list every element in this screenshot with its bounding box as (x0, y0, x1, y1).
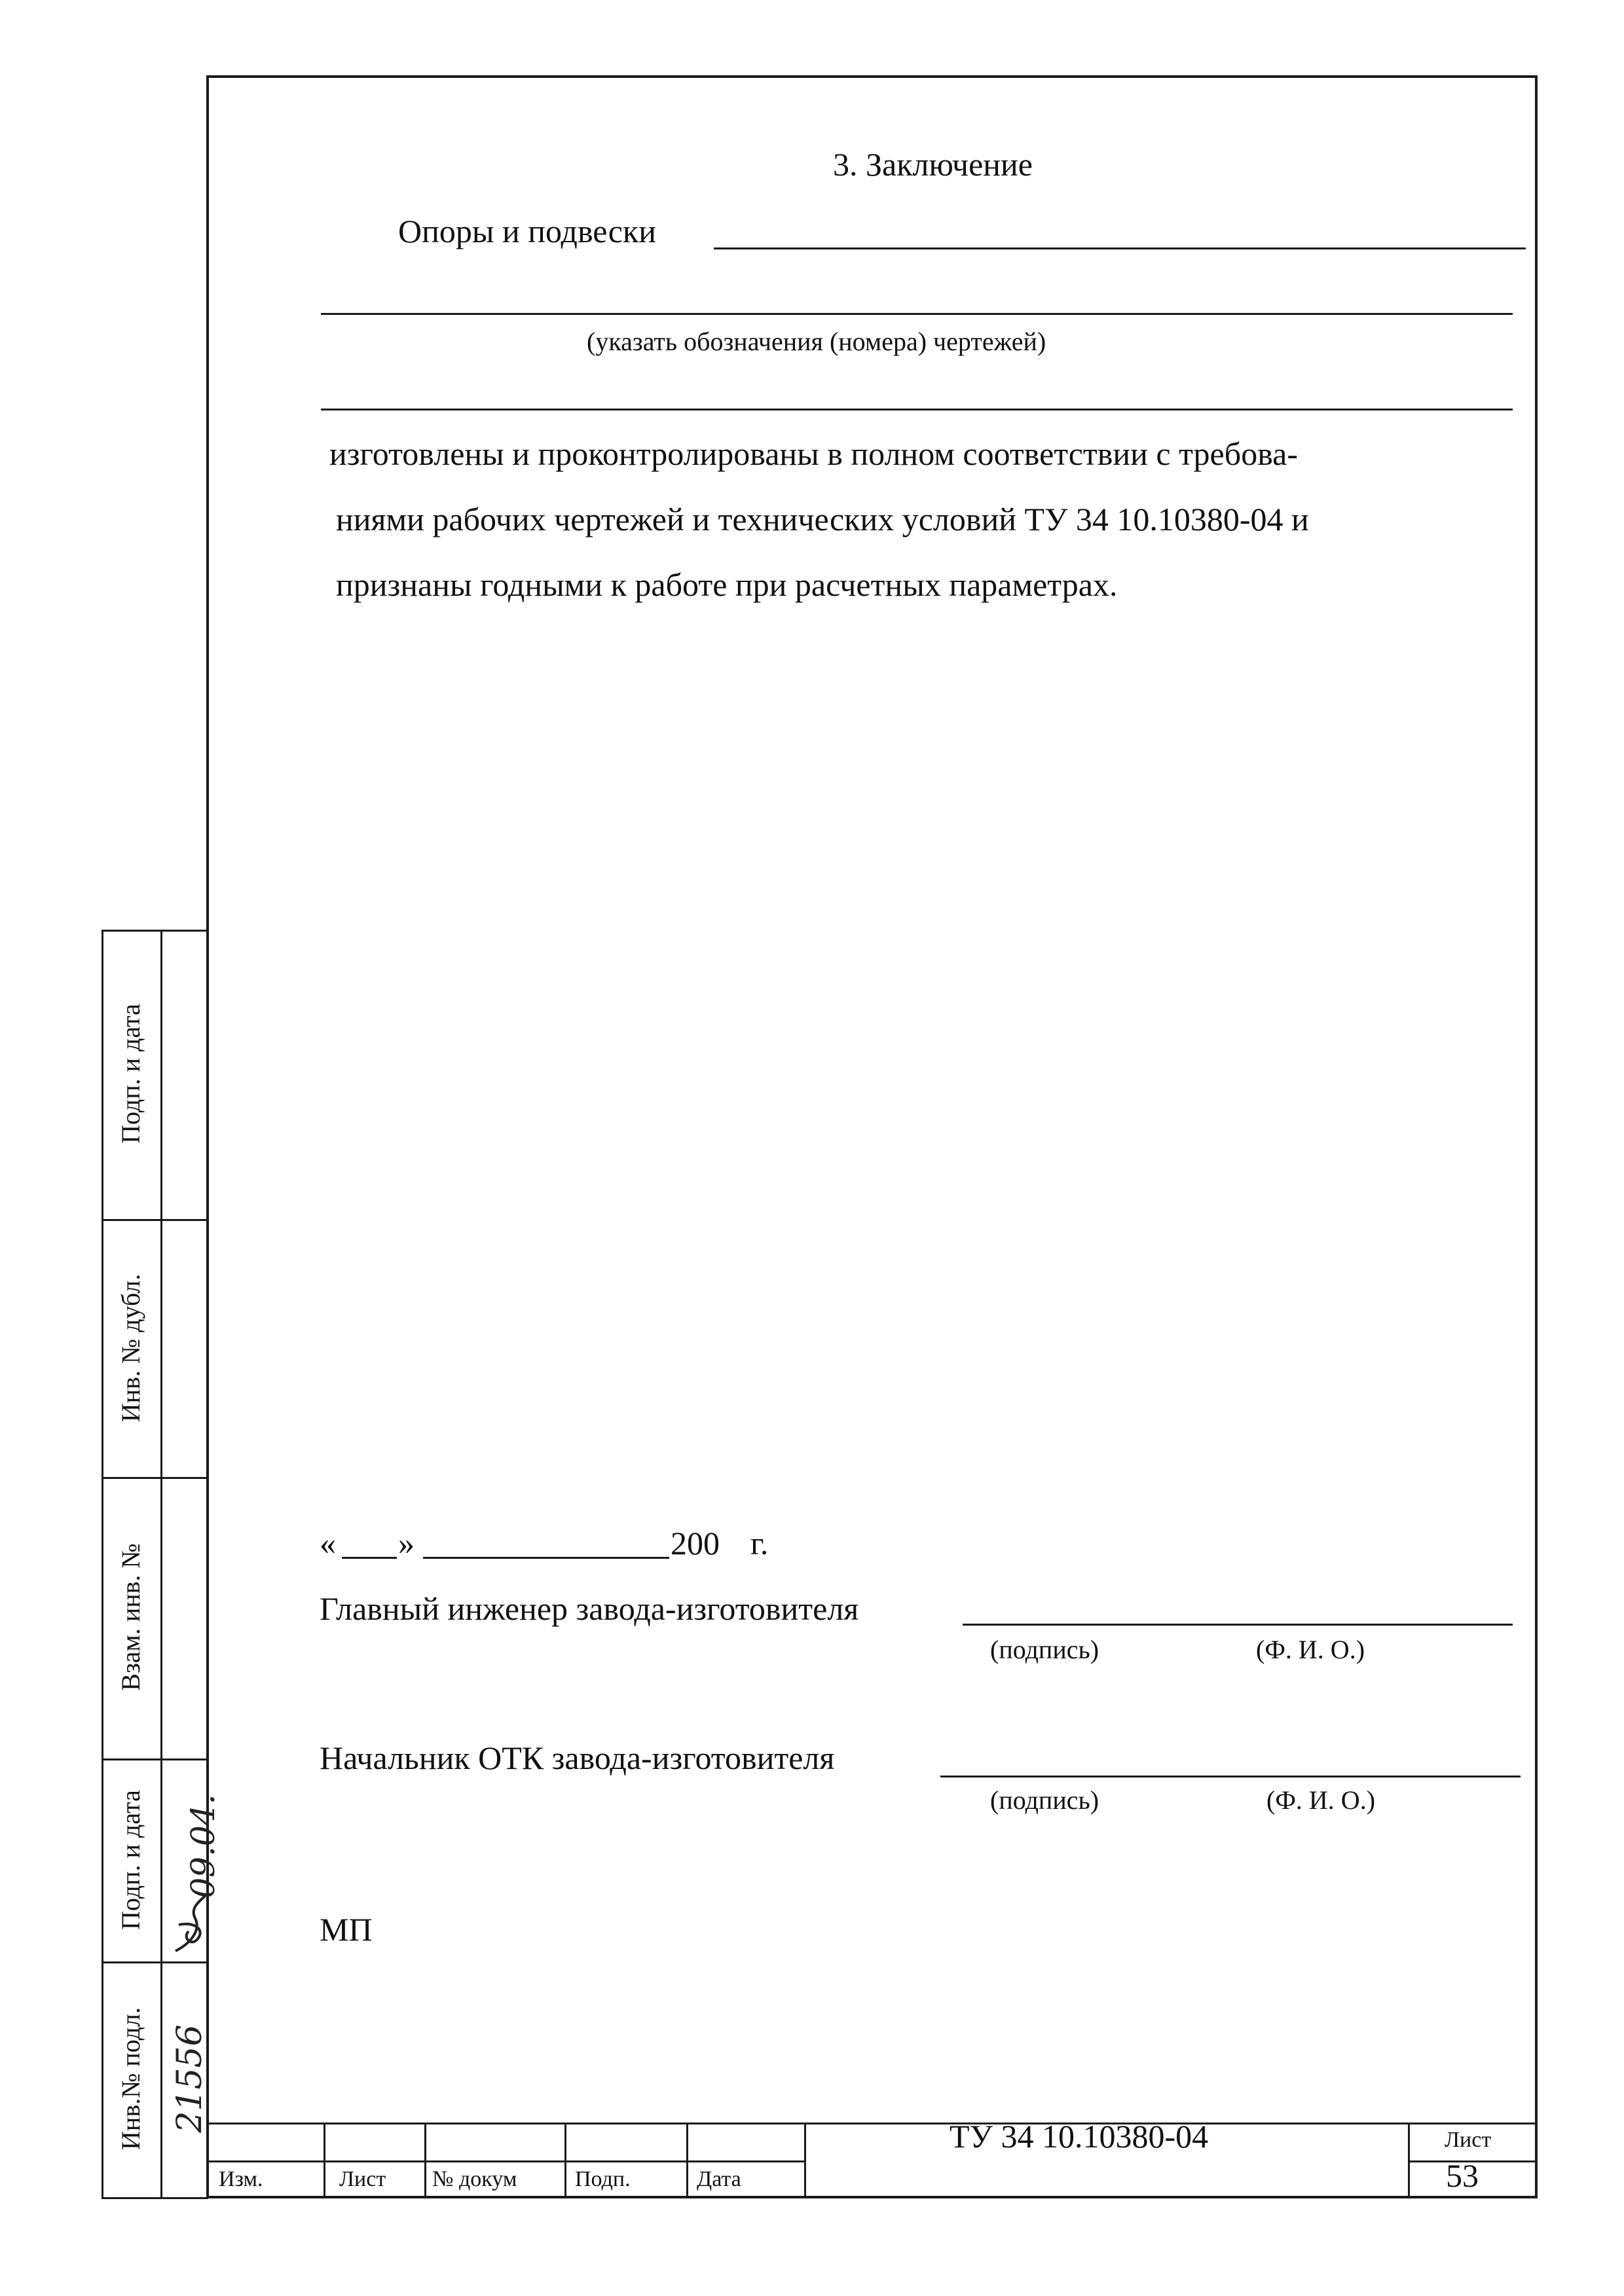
supports-label: Опоры и подвески (398, 213, 656, 249)
side-stamp-divider (160, 930, 162, 2198)
date-open-quote: « (320, 1525, 336, 1561)
title-col-sep-2 (424, 2123, 426, 2198)
side-field-sign-date-1: Подп. и дата (116, 1004, 145, 1144)
date-year-suffix: г. (750, 1525, 769, 1561)
col-signature: Подп. (575, 2167, 631, 2191)
chief-engineer-sign-hint: (подпись) (990, 1635, 1099, 1664)
section-title: 3. Заключение (833, 146, 1033, 183)
document-code: ТУ 34 10.10380-04 (950, 2118, 1209, 2155)
title-col-sep-4 (686, 2123, 688, 2198)
handwritten-date: 09.04. (184, 1794, 222, 1899)
chief-engineer-name-hint: (Ф. И. О.) (1256, 1635, 1365, 1664)
side-field-inv-original: Инв.№ подл. (116, 2007, 145, 2150)
conclusion-line-1: изготовлены и проконтролированы в полном соответствии с требова- (329, 435, 1298, 472)
date-day-line (342, 1557, 397, 1559)
qc-head-label: Начальник ОТК завода-изготовителя (320, 1740, 835, 1776)
conclusion-line-3: признаны годными к работе при расчетных параметрах. (336, 566, 1118, 603)
drawings-fill-line-1 (321, 313, 1513, 315)
chief-engineer-sign-line (963, 1624, 1513, 1626)
title-col-sep-3 (564, 2123, 566, 2198)
qc-head-sign-hint: (подпись) (990, 1785, 1099, 1815)
sheet-label: Лист (1445, 2128, 1492, 2152)
handwritten-signature-icon (169, 1886, 215, 1958)
side-field-replace-inv: Взам. инв. № (116, 1543, 145, 1691)
col-sheet: Лист (339, 2167, 386, 2191)
drawings-fill-line-2 (321, 409, 1513, 410)
chief-engineer-label: Главный инженер завода-изготовителя (320, 1590, 859, 1627)
date-month-line (423, 1557, 669, 1559)
col-date: Дата (697, 2167, 741, 2191)
sheet-number: 53 (1446, 2157, 1479, 2194)
date-close-quote: » (398, 1525, 415, 1561)
stamp-place: МП (320, 1911, 373, 1948)
title-col-sep-5 (804, 2123, 806, 2198)
supports-fill-line (714, 247, 1526, 249)
side-stamp-top (101, 930, 208, 932)
title-block-mid (206, 2160, 805, 2162)
page-frame (206, 75, 1538, 2198)
date-year: 200 (671, 1525, 720, 1561)
title-col-sep-1 (323, 2123, 325, 2198)
side-stamp-outer-left (101, 930, 103, 2198)
conclusion-line-2: ниями рабочих чертежей и технических условий ТУ 34 10.10380-04 и (336, 501, 1309, 538)
handwritten-inventory: 21556 (170, 2024, 210, 2133)
qc-head-sign-line (940, 1776, 1521, 1777)
drawings-hint: (указать обозначения (номера) чертежей) (587, 327, 1046, 356)
title-block-top (206, 2123, 1538, 2124)
col-doc-number: № докум (432, 2167, 517, 2191)
title-col-sep-6 (1408, 2123, 1410, 2198)
qc-head-name-hint: (Ф. И. О.) (1266, 1785, 1376, 1815)
col-change: Изм. (219, 2167, 263, 2191)
side-field-inv-dup: Инв. № дубл. (116, 1273, 145, 1423)
side-field-sign-date-2: Подп. и дата (116, 1790, 145, 1930)
